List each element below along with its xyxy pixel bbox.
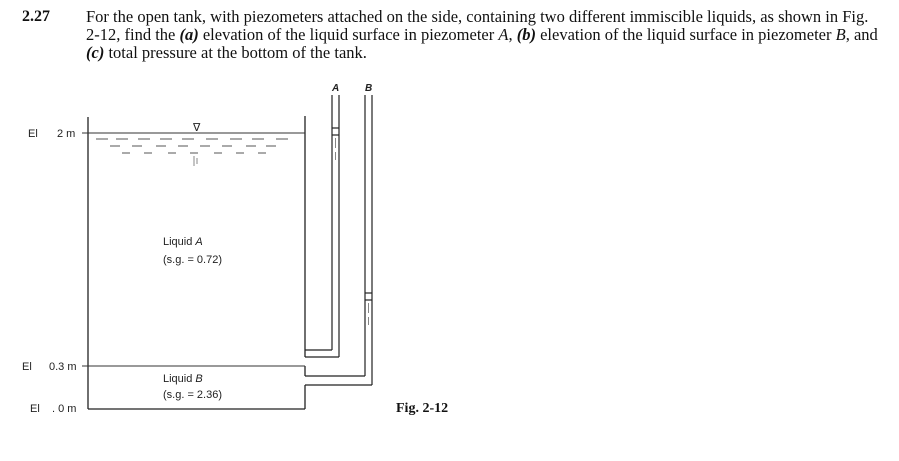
part-c-label: (c) — [86, 43, 105, 62]
statement-part-5: , and — [845, 25, 878, 44]
statement-part-4: elevation of the liquid surface in piezometer — [535, 25, 836, 44]
elevation-bottom-prefix: El — [30, 403, 40, 415]
piezometer-a — [305, 95, 339, 357]
surface-hatching — [96, 139, 288, 166]
elevation-bottom-value: . 0 m — [52, 403, 77, 415]
piezometer-b-label: B — [365, 83, 373, 94]
liquid-a-name: Liquid A — [163, 236, 203, 248]
liquid-a-sg: (s.g. = 0.72) — [163, 254, 223, 266]
problem-number: 2.27 — [22, 8, 50, 25]
elevation-mid-value: 0.3 m — [49, 361, 77, 373]
piezometer-a-ref: A — [498, 25, 509, 44]
figure-caption: Fig. 2-12 — [396, 401, 449, 416]
part-a-label: (a) — [179, 25, 199, 44]
piezometer-a-label: A — [332, 83, 340, 94]
statement-part-1: For the open tank, with piezometers attached on the side, containing two different immiscible liquids, as shown in Fig. 2-12, find the — [86, 7, 869, 44]
elevation-mid-prefix: El — [22, 361, 32, 373]
liquid-b-sg: (s.g. = 2.36) — [163, 389, 223, 401]
free-surface-symbol: ∇ — [193, 122, 201, 134]
elevation-top-value: 2 m — [57, 128, 76, 140]
statement-part-3: , — [508, 25, 517, 44]
elevation-top-prefix: El — [28, 128, 38, 140]
part-b-label: (b) — [516, 25, 536, 44]
piezometer-b-ref: B — [835, 25, 846, 44]
statement-part-2: elevation of the liquid surface in piezometer — [198, 25, 499, 44]
statement-part-6: total pressure at the bottom of the tank. — [104, 43, 367, 62]
liquid-b-name: Liquid B — [163, 373, 203, 385]
